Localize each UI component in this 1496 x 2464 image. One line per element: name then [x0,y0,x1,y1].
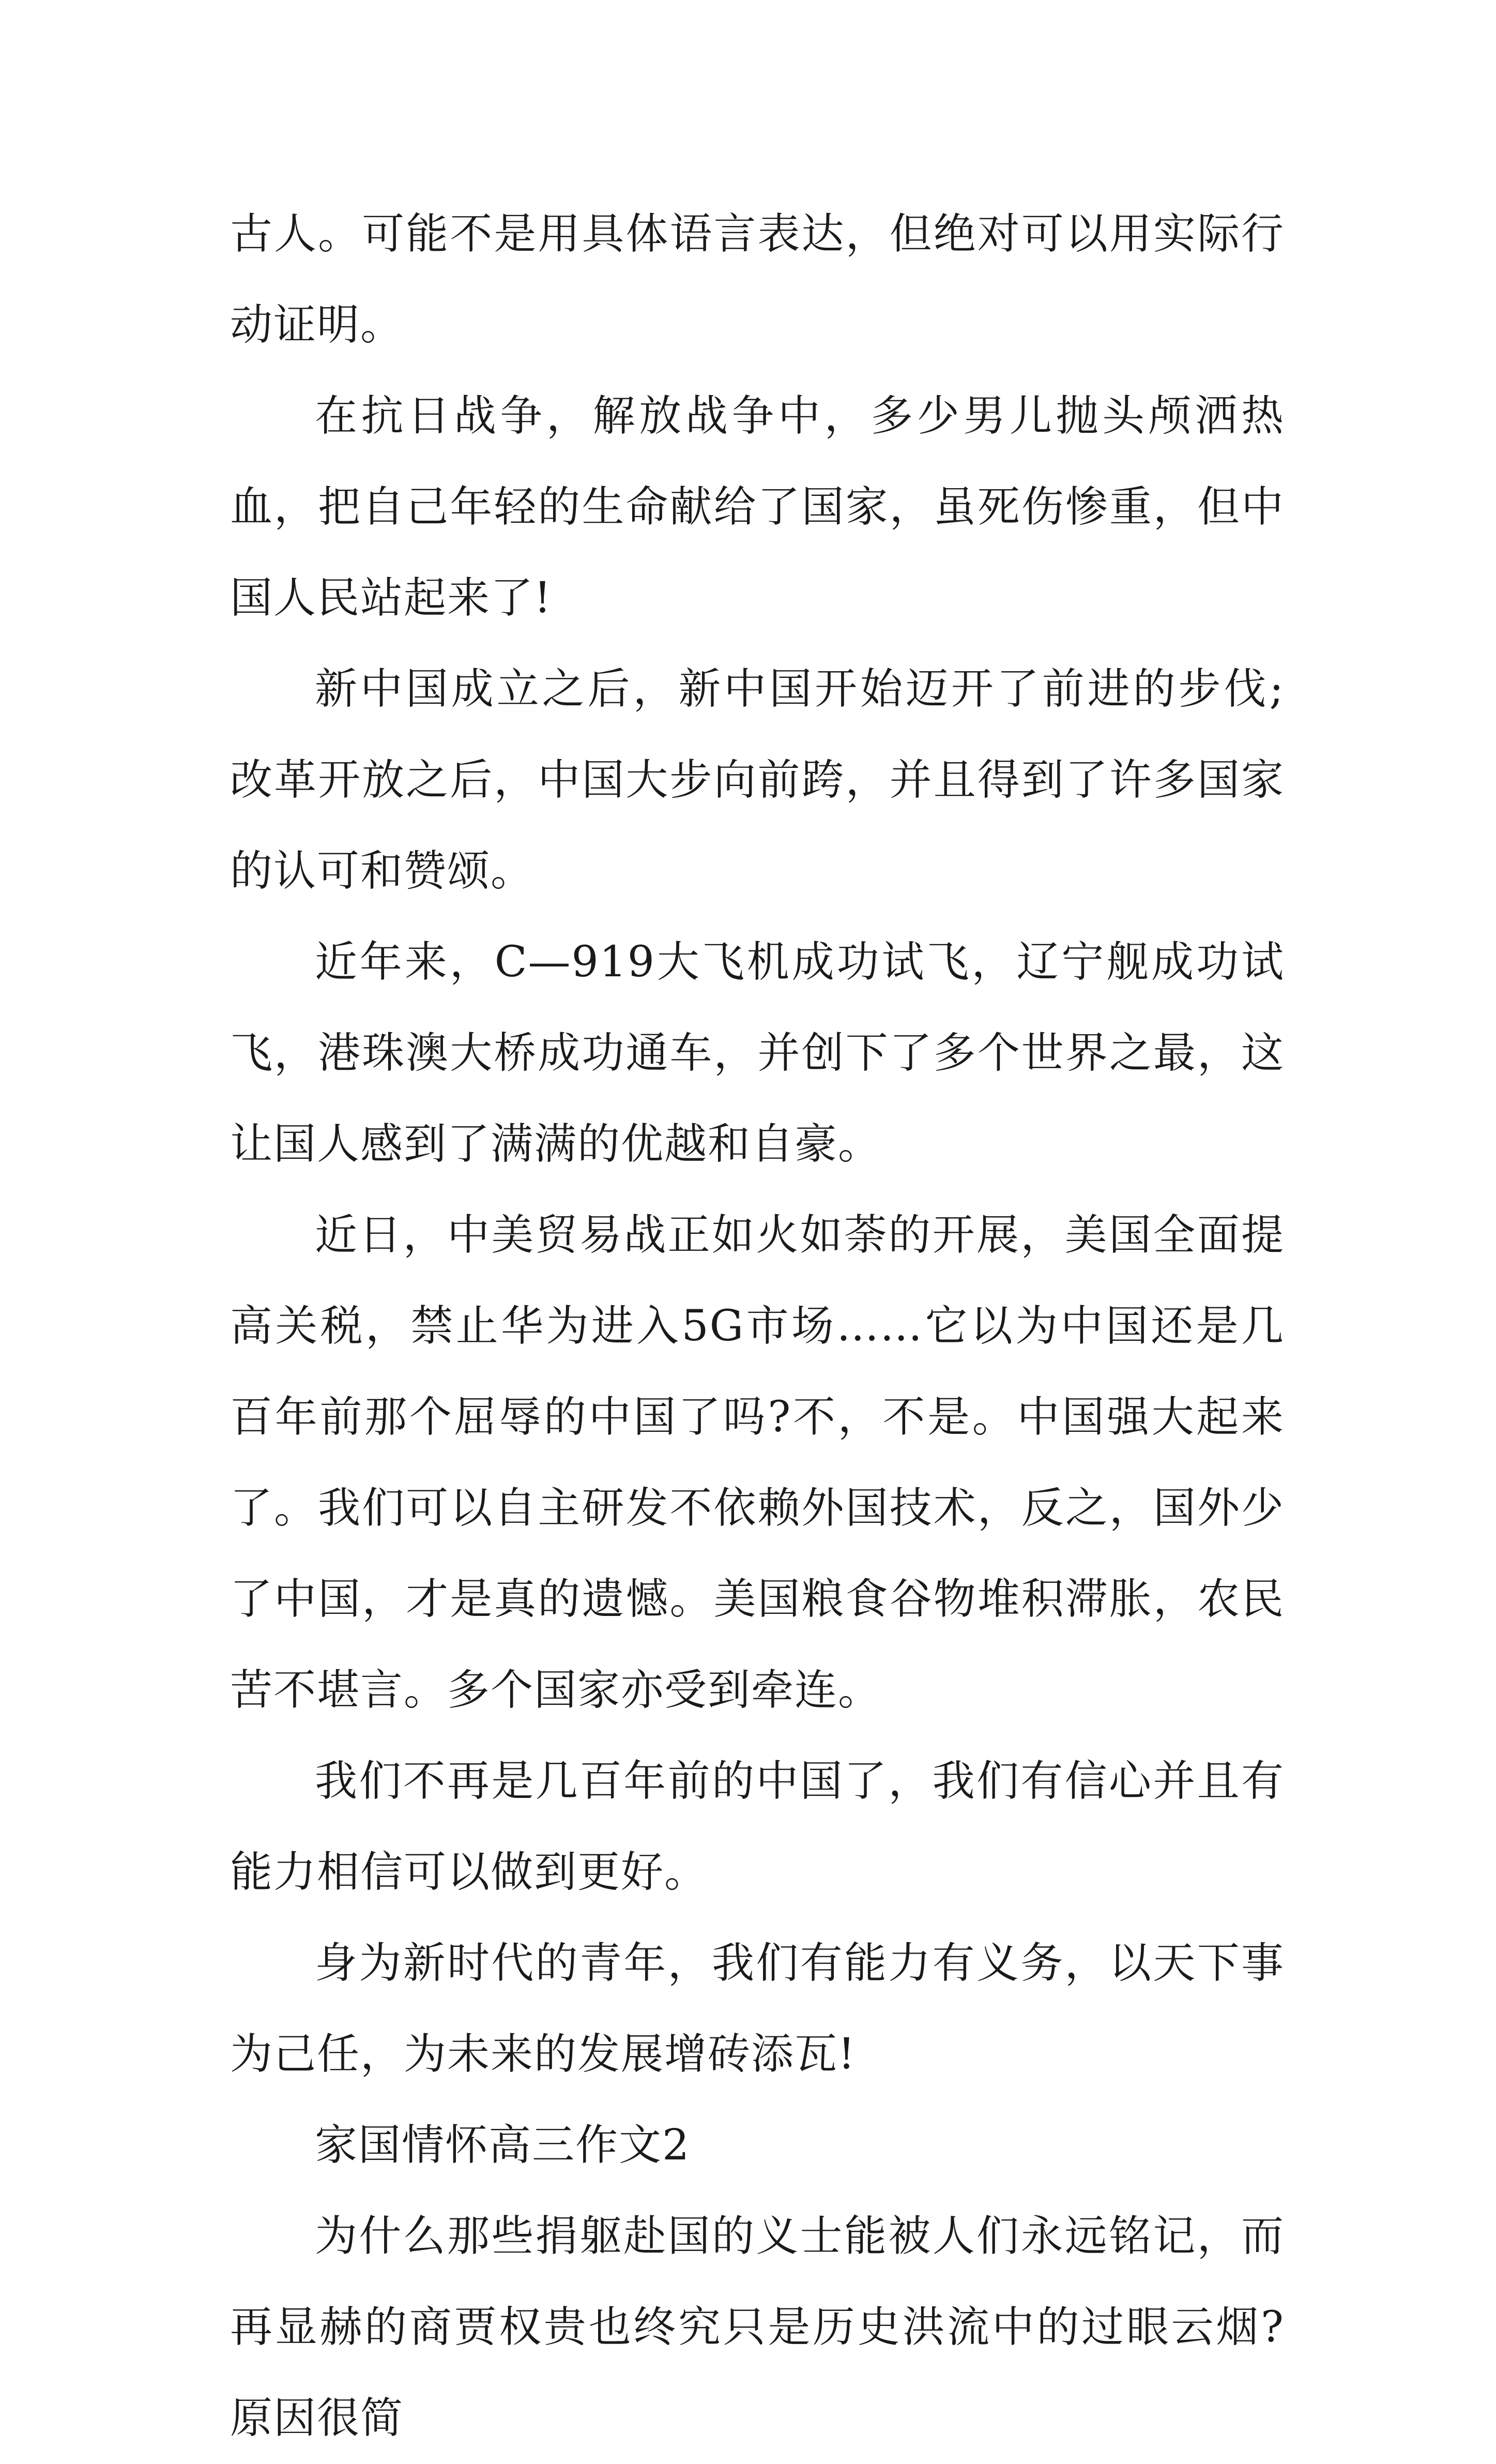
paragraph-youth: 身为新时代的青年，我们有能力有义务，以天下事为己任，为未来的发展增砖添瓦! [230,1939,1285,2079]
paragraph-trade-war: 近日，中美贸易战正如火如荼的开展，美国全面提高关税，禁止华为进入5G市场……它以为中国还是几百年前那个屈辱的中国了吗?不，不是。中国强大起来了。我们可以自主研发不依赖外国技术，反之，国外少了中国，才是真的遗憾。美国粮食谷物堆积滞胀，农民苦不堪言。多个国家亦受到牵连。 [230,1211,1285,1715]
paragraph-achievements: 近年来，C—919大飞机成功试飞，辽宁舰成功试飞，港珠澳大桥成功通车，并创下了多个世界之最，这让国人感到了满满的优越和自豪。 [230,938,1285,1169]
paragraph-continuation: 古人。可能不是用具体语言表达，但绝对可以用实际行动证明。 [230,209,1285,350]
essay-title: 家国情怀高三作文2 [315,2121,691,2170]
paragraph-war: 在抗日战争，解放战争中，多少男儿抛头颅洒热血，把自己年轻的生命献给了国家，虽死伤惨重，但中国人民站起来了! [230,391,1285,623]
paragraph-martyrs: 为什么那些捐躯赴国的义士能被人们永远铭记，而再显赫的商贾权贵也终究只是历史洪流中的过眼云烟?原因很简 [230,2212,1285,2443]
document-body [230,189,1285,2464]
paragraph-confidence: 我们不再是几百年前的中国了，我们有信心并且有能力相信可以做到更好。 [230,1757,1285,1897]
paragraph-new-china: 新中国成立之后，新中国开始迈开了前进的步伐;改革开放之后，中国大步向前跨，并且得到了许多国家的认可和赞颂。 [230,664,1285,896]
